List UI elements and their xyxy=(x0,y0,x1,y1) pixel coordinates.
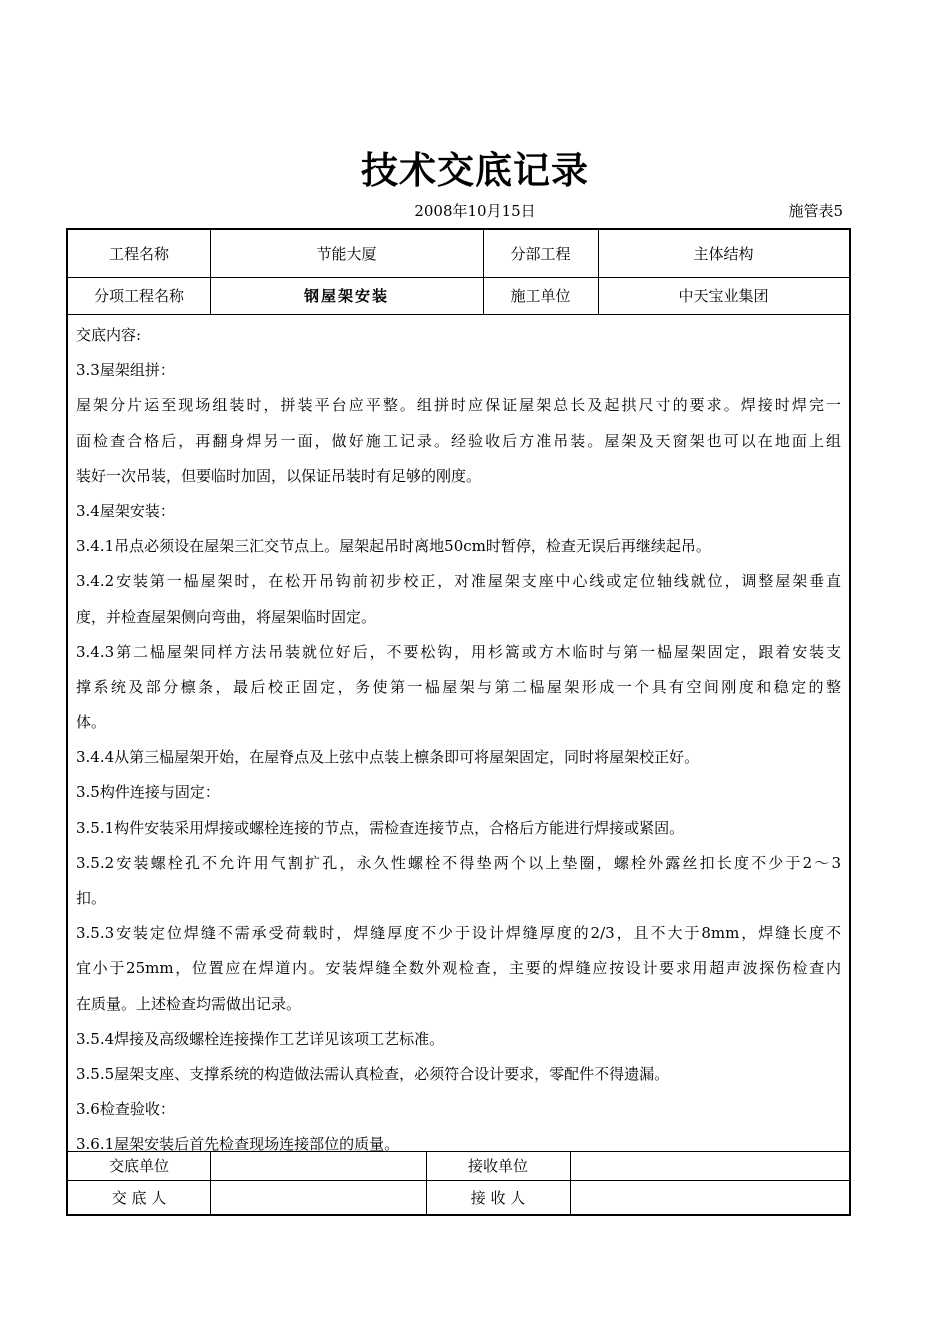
issuing-unit-field xyxy=(210,1151,426,1180)
receiving-unit-field xyxy=(570,1151,849,1180)
content-line: 3.5.2安装螺栓孔不允许用气割扩孔，永久性螺栓不得垫两个以上垫圈，螺栓外露丝扣长度不少于2～3 xyxy=(76,853,841,872)
content-line: 3.4屋架安装： xyxy=(76,501,175,520)
content-line: 体。 xyxy=(76,713,107,732)
receiving-unit-label: 接收单位 xyxy=(467,1157,528,1175)
content-line: 宜小于25mm，位置应在焊道内。安装焊缝全数外观检查，主要的焊缝应按设计要求用超声波探伤检查内 xyxy=(76,959,841,978)
issuer-field xyxy=(210,1180,426,1214)
content-line: 交底内容: xyxy=(76,326,142,344)
issuer-label: 交 底 人 xyxy=(111,1188,167,1207)
content-line: 3.5.5屋架支座、支撑系统的构造做法需认真检查，必须符合设计要求，零配件不得遗漏。 xyxy=(76,1064,670,1083)
row-divider xyxy=(68,314,849,315)
date-text: 2008年10月15日 xyxy=(414,202,536,220)
subproject-label: 分项工程名称 xyxy=(93,287,184,305)
content-line: 3.6检查验收： xyxy=(76,1100,175,1119)
content-line: 3.5构件连接与固定： xyxy=(76,783,220,802)
content-line: 3.5.4焊接及高级螺栓连接操作工艺详见该项工艺标准。 xyxy=(76,1029,445,1048)
content-line: 面检查合格后，再翻身焊另一面，做好施工记录。经验收后方准吊装。屋架及天窗架也可以在地面上组 xyxy=(76,431,841,450)
content-line: 度，并检查屋架侧向弯曲，将屋架临时固定。 xyxy=(76,607,377,626)
content-line: 3.5.3安装定位焊缝不需承受荷载时，焊缝厚度不少于设计焊缝厚度的2/3，且不大于8mm，焊缝长度不 xyxy=(76,924,841,943)
content-line: 在质量。上述检查均需做出记录。 xyxy=(76,994,302,1013)
content-line: 3.4.2安装第一榀屋架时，在松开吊钩前初步校正，对准屋架支座中心线或定位轴线就位，调整屋架垂直 xyxy=(76,572,841,591)
document-title: 技术交底记录 xyxy=(361,149,589,192)
receiver-label: 接 收 人 xyxy=(470,1188,526,1207)
record-table xyxy=(66,228,851,1216)
project-name-label: 工程名称 xyxy=(108,245,169,263)
form-number: 施管表5 xyxy=(788,202,843,220)
contractor-value: 中天宝业集团 xyxy=(678,287,769,305)
project-name-value: 节能大厦 xyxy=(316,245,377,263)
disclosure-content xyxy=(76,318,841,1163)
content-line: 3.4.1吊点必须设在屋架三汇交节点上。屋架起吊时离地50cm时暂停，检查无误后再继续起吊。 xyxy=(76,537,711,556)
receiver-field xyxy=(570,1180,849,1214)
division-label: 分部工程 xyxy=(510,245,571,263)
content-line: 屋架分片运至现场组装时，拼装平台应平整。组拼时应保证屋架总长及起拱尺寸的要求。焊接时焊完一 xyxy=(76,396,841,415)
issuing-unit-label: 交底单位 xyxy=(108,1157,169,1175)
division-value: 主体结构 xyxy=(693,245,754,263)
content-line: 3.4.4从第三榀屋架开始，在屋脊点及上弦中点装上檩条即可将屋架固定，同时将屋架校正好。 xyxy=(76,748,700,767)
content-line: 扣。 xyxy=(76,889,107,907)
content-line: 3.4.3第二榀屋架同样方法吊装就位好后，不要松钩，用杉篙或方木临时与第一榀屋架固定，跟着安装支 xyxy=(76,642,841,661)
content-line: 3.6.1屋架安装后首先检查现场连接部位的质量。 xyxy=(76,1135,400,1154)
content-line: 3.3屋架组拼： xyxy=(76,361,175,380)
content-line: 撑系统及部分檩条，最后校正固定，务使第一榀屋架与第二榀屋架形成一个具有空间刚度和稳定的整 xyxy=(76,677,841,696)
content-line: 装好一次吊装，但要临时加固，以保证吊装时有足够的刚度。 xyxy=(76,466,482,485)
content-line: 3.5.1构件安装采用焊接或螺栓连接的节点，需检查连接节点，合格后方能进行焊接或紧固。 xyxy=(76,818,685,837)
subproject-value: 钢屋架安装 xyxy=(303,287,389,305)
contractor-label: 施工单位 xyxy=(510,287,571,305)
